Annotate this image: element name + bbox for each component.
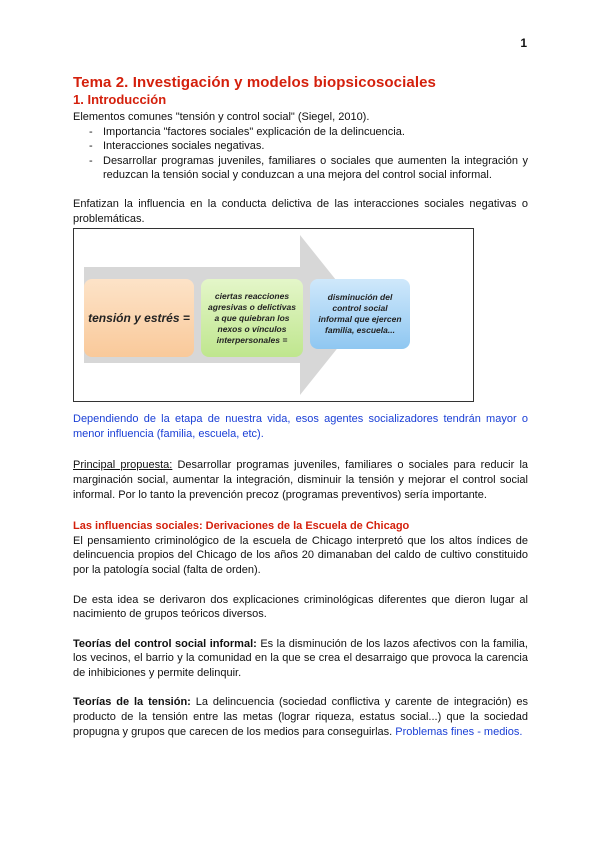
section-heading-introduccion: 1. Introducción — [73, 92, 167, 107]
tension-label: Teorías de la tensión: — [73, 696, 191, 709]
control-social-text: Es la disminución de los lazos afectivos con la familia, los vecinos, el barrio y la comunidad en la que se crea el desarraigo que provoca la carencia de inhibiciones y permite delinquir. — [73, 637, 528, 679]
propuesta-label: Principal propuesta: — [73, 459, 173, 472]
diagram-box-control-social: disminución del control social informal que ejercen familia, escuela... — [310, 279, 410, 349]
derivaciones-paragraph: De esta idea se derivaron dos explicaciones criminológicas diferentes que dieron lugar al nacimiento de grupos teóricos diversos. — [73, 593, 528, 621]
chicago-heading: Las influencias sociales: Derivaciones de la Escuela de Chicago — [73, 520, 410, 533]
tension-paragraph — [73, 695, 528, 739]
propuesta-paragraph — [73, 458, 528, 502]
tension-blue-tail: Problemas fines - medios. — [395, 725, 523, 738]
bullet-list — [73, 125, 528, 183]
list-item: - Importancia "factores sociales" explicación de la delincuencia. — [91, 125, 528, 140]
list-item: - Desarrollar programas juveniles, familiares o sociales que aumenten la integración y reduzcan la tensión social y conduzcan a una mejora del control social informal. — [91, 154, 528, 183]
control-social-label: Teorías del control social informal: — [73, 637, 257, 650]
propuesta-text: Desarrollar programas juveniles, familiares o sociales para reducir la marginación social, aumentar la integración, disminuir la tensión y mejorar el control social informal. Por lo tanto la prevención precoz (programas preventivos) sería importante. — [73, 459, 529, 501]
tension-text: La delincuencia (sociedad conflictiva y carente de integración) es producto de la tensión entre las metas (lograr riqueza, estatus social...) que la sociedad propugna y grupos que carecen de los medios para conseguirlas. — [73, 696, 528, 738]
tension-diagram — [73, 228, 474, 402]
document-body — [73, 74, 528, 739]
control-social-paragraph — [73, 637, 528, 681]
document-title: Tema 2. Investigación y modelos biopsicosociales — [73, 74, 436, 91]
chicago-paragraph: El pensamiento criminológico de la escuela de Chicago interpretó que los altos índices de delincuencia propios del Chicago de los años 20 dimanaban del caldo de cultivo constituido por la patología social (falta de orden). — [73, 534, 528, 576]
page-number: 1 — [520, 36, 527, 50]
diagram-box-reacciones: ciertas reacciones agresivas o delictivas a que quiebran los nexos o vínculos interpersonales = — [201, 279, 303, 357]
emphasis-paragraph: Enfatizan la influencia en la conducta delictiva de las interacciones sociales negativas o problemáticas. — [73, 197, 528, 225]
diagram-box-tension: tensión y estrés = — [84, 279, 194, 357]
list-item: - Interacciones sociales negativas. — [91, 139, 528, 154]
blue-note: Dependiendo de la etapa de nuestra vida, esos agentes socializadores tendrán mayor o menor influencia (familia, escuela, etc). — [73, 413, 528, 440]
intro-paragraph: Elementos comunes "tensión y control social" (Siegel, 2010). — [73, 111, 370, 123]
